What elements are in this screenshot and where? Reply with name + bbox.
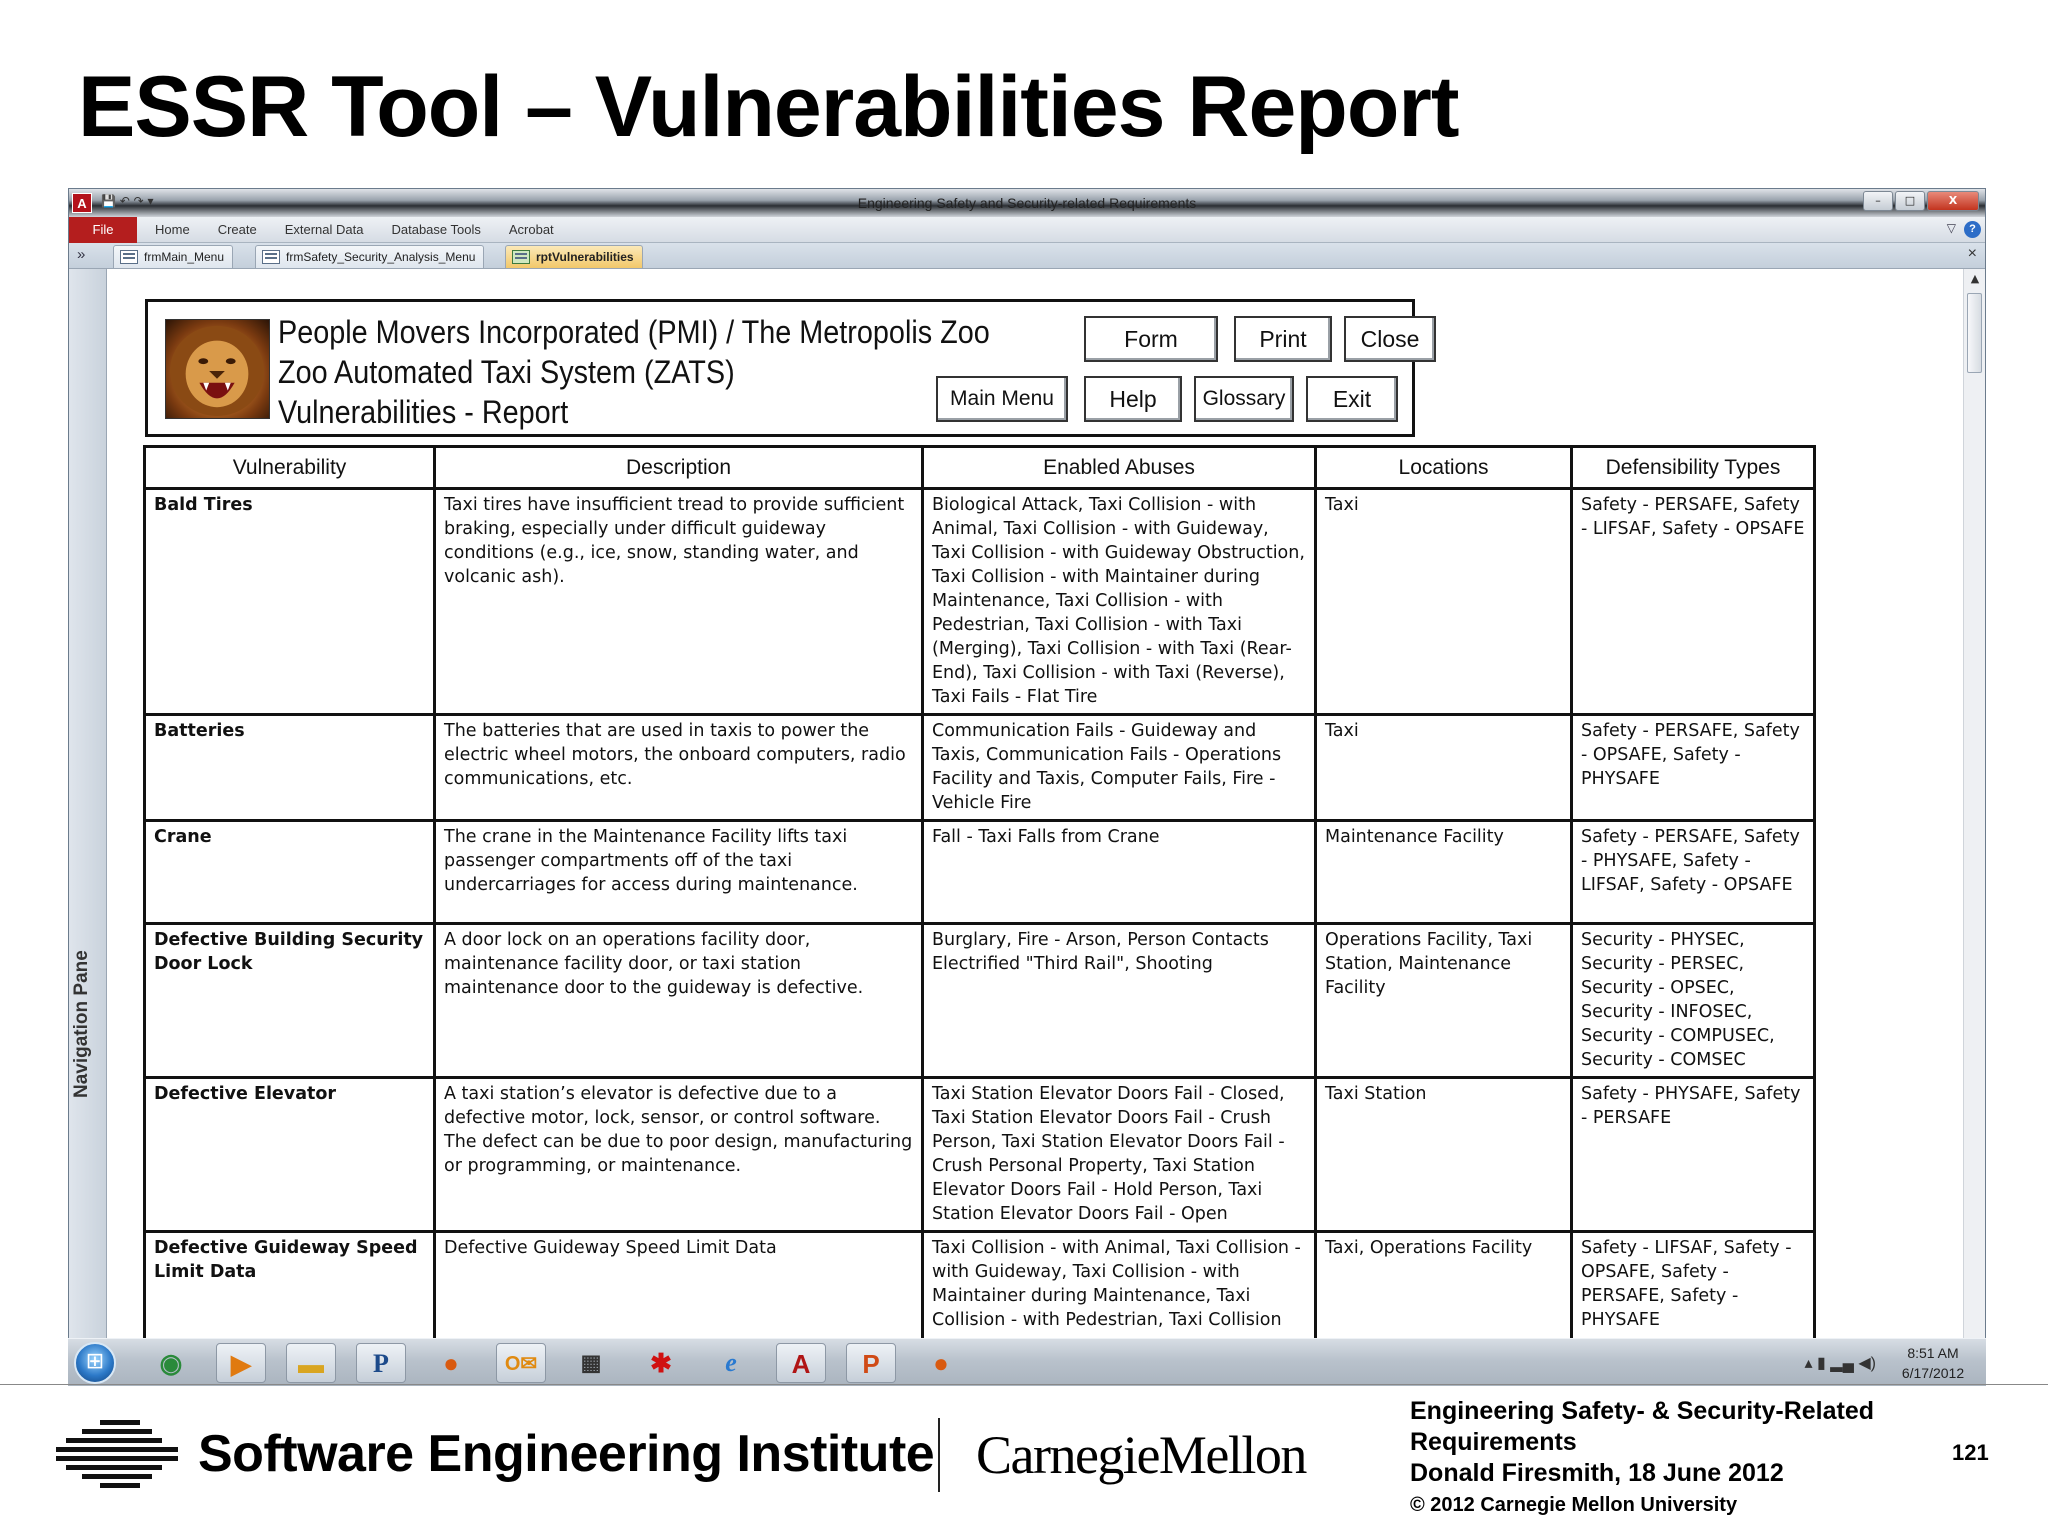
access-window: [68, 188, 1986, 1386]
scroll-up-icon[interactable]: ▲: [1970, 272, 1980, 285]
expand-nav-pane-icon[interactable]: »: [77, 246, 86, 263]
ribbon-tabs: [69, 217, 1985, 243]
tab-create[interactable]: Create: [217, 222, 257, 237]
system-clock[interactable]: [1890, 1343, 1976, 1383]
table-row: [145, 924, 1815, 1078]
description-cell: Defective Guideway Speed Limit Data: [435, 1232, 923, 1383]
footer-copyright: © 2012 Carnegie Mellon University: [1410, 1494, 1738, 1516]
navigation-pane[interactable]: [69, 269, 107, 1385]
media-player-icon[interactable]: ▶: [216, 1343, 266, 1383]
report-view: [107, 269, 1963, 1385]
firefox-icon[interactable]: ●: [933, 1348, 949, 1378]
powerpoint-icon[interactable]: P: [846, 1343, 896, 1383]
exit-button[interactable]: Exit: [1306, 376, 1398, 422]
description-cell: The crane in the Maintenance Facility lifts taxi passenger compartments off of the taxi undercarriages for access during maintenance.: [435, 821, 923, 924]
defensibility-cell: Safety - PERSAFE, Safety - OPSAFE, Safety - PHYSAFE: [1572, 715, 1815, 821]
table-row: [145, 715, 1815, 821]
scrollbar-thumb[interactable]: [1967, 293, 1982, 373]
abuses-cell: Biological Attack, Taxi Collision - with Animal, Taxi Collision - with Guideway, Taxi Collision - with Guideway Obstruction, Taxi Collision - with Maintainer during Maintenance, Taxi Collision - with Pedestrian, Taxi Collision - with Taxi (Merging), Taxi Collision - with Taxi (Rear-End), Taxi Collision - with Taxi (Reverse), Taxi Fails - Flat Tire: [923, 489, 1316, 715]
clock-time: 8:51 AM: [1907, 1345, 1959, 1361]
sei-name: Software Engineering Institute: [198, 1425, 935, 1483]
doc-tab-main-menu[interactable]: [113, 245, 233, 268]
footer-info-line: Engineering Safety- & Security-Related: [1410, 1397, 1875, 1425]
help-button[interactable]: Help: [1084, 376, 1182, 422]
doc-tab-label: frmMain_Menu: [144, 250, 225, 264]
slide-title: ESSR Tool – Vulnerabilities Report: [78, 59, 1459, 155]
doc-tab-safety-security-menu[interactable]: [255, 245, 484, 268]
footer-divider: [938, 1418, 940, 1492]
tab-external-data[interactable]: External Data: [284, 222, 364, 237]
help-icon[interactable]: ?: [1964, 221, 1981, 238]
abuses-cell: Taxi Collision - with Animal, Taxi Collision - with Guideway, Taxi Collision - with Maintainer during Maintenance, Taxi Collision - with Pedestrian, Taxi Collision: [923, 1232, 1316, 1383]
description-cell: A taxi station’s elevator is defective due to a defective motor, lock, sensor, or control software. The defect can be due to poor design, manufacturing or programming, or maintenance.: [435, 1078, 923, 1232]
description-cell: The batteries that are used in taxis to power the electric wheel motors, the onboard computers, radio communications, etc.: [435, 715, 923, 821]
vulnerability-cell: Bald Tires: [145, 489, 435, 715]
description-cell: Taxi tires have insufficient tread to provide sufficient braking, especially under difficult guideway conditions (e.g., ice, snow, standing water, and volcanic ash).: [435, 489, 923, 715]
tab-database-tools[interactable]: Database Tools: [391, 222, 481, 237]
locations-cell: Taxi Station: [1316, 1078, 1572, 1232]
abuses-cell: Communication Fails - Guideway and Taxis, Communication Fails - Operations Facility and Taxis, Computer Fails, Fire - Vehicle Fire: [923, 715, 1316, 821]
description-cell: A door lock on an operations facility door, maintenance facility door, or taxi station maintenance door to the guideway is defective.: [435, 924, 923, 1078]
table-header-row: [145, 447, 1815, 489]
defensibility-cell: Safety - PERSAFE, Safety - PHYSAFE, Safety - LIFSAF, Safety - OPSAFE: [1572, 821, 1815, 924]
access-logo-icon[interactable]: A: [72, 193, 92, 213]
column-header-vulnerability: Vulnerability: [145, 447, 435, 489]
internet-explorer-icon[interactable]: e: [725, 1348, 737, 1377]
ribbon-collapse-icon[interactable]: ▽: [1946, 221, 1956, 235]
table-row: [145, 821, 1815, 924]
document-tabs: [69, 243, 1985, 269]
vulnerability-cell: Crane: [145, 821, 435, 924]
quick-access-toolbar[interactable]: 💾 ↶ ↷ ▾: [101, 194, 154, 208]
sei-logo-icon: [52, 1418, 182, 1492]
form-icon: [120, 250, 138, 264]
acrobat-icon[interactable]: A: [776, 1343, 826, 1383]
calendar-icon[interactable]: ▦: [580, 1350, 602, 1375]
column-header-locations: Locations: [1316, 447, 1572, 489]
report-name-line: Vulnerabilities - Report: [278, 394, 569, 430]
navigation-pane-label[interactable]: Navigation Pane: [71, 950, 92, 1098]
doc-tab-label: rptVulnerabilities: [536, 250, 634, 264]
doc-tab-rpt-vulnerabilities[interactable]: [505, 245, 643, 268]
abuses-cell: Fall - Taxi Falls from Crane: [923, 821, 1316, 924]
defensibility-cell: Safety - LIFSAF, Safety - OPSAFE, Safety - PERSAFE, Safety - PHYSAFE: [1572, 1232, 1815, 1383]
clock-date: 6/17/2012: [1901, 1365, 1965, 1381]
footer-info-line: Donald Firesmith, 18 June 2012: [1410, 1459, 1784, 1487]
vulnerability-cell: Defective Guideway Speed Limit Data: [145, 1232, 435, 1383]
locations-cell: Taxi: [1316, 489, 1572, 715]
vulnerability-cell: Defective Elevator: [145, 1078, 435, 1232]
defensibility-cell: Safety - PERSAFE, Safety - LIFSAF, Safety - OPSAFE: [1572, 489, 1815, 715]
footer-info: [1410, 1396, 1874, 1489]
form-icon: [262, 250, 280, 264]
tab-home[interactable]: Home: [155, 222, 190, 237]
firefox-icon[interactable]: ●: [443, 1348, 459, 1378]
table-row: [145, 1078, 1815, 1232]
locations-cell: Taxi: [1316, 715, 1572, 821]
close-window-button[interactable]: X: [1927, 191, 1979, 211]
table-row: [145, 489, 1815, 715]
tab-acrobat[interactable]: Acrobat: [508, 222, 554, 237]
cmu-name: CarnegieMellon: [976, 1425, 1306, 1485]
abuses-cell: Burglary, Fire - Arson, Person Contacts Electrified "Third Rail", Shooting: [923, 924, 1316, 1078]
report-icon: [512, 250, 530, 264]
vertical-scrollbar[interactable]: [1963, 269, 1985, 1385]
footer-info-line: Requirements: [1410, 1428, 1577, 1456]
window-title: Engineering Safety and Security-related Requirements: [857, 195, 1197, 211]
locations-cell: Taxi, Operations Facility: [1316, 1232, 1572, 1383]
tray-icons[interactable]: ▴ ▮ ▂▄ ◀): [1804, 1355, 1876, 1372]
windows-taskbar: [68, 1338, 1986, 1386]
defensibility-cell: Security - PHYSEC, Security - PERSEC, Security - OPSEC, Security - INFOSEC, Security - COMPUSEC, Security - COMSEC: [1572, 924, 1815, 1078]
column-header-description: Description: [435, 447, 923, 489]
window-controls: [1863, 191, 1979, 211]
vulnerability-cell: Batteries: [145, 715, 435, 821]
page-number: 121: [1952, 1440, 1989, 1465]
column-header-enabled-abuses: Enabled Abuses: [923, 447, 1316, 489]
column-header-defensibility-types: Defensibility Types: [1572, 447, 1815, 489]
vulnerability-cell: Defective Building Security Door Lock: [145, 924, 435, 1078]
publisher-icon[interactable]: P: [356, 1343, 406, 1383]
close-document-icon[interactable]: ×: [1967, 245, 1977, 262]
medical-icon[interactable]: ✱: [650, 1348, 672, 1378]
folder-icon[interactable]: ▬: [286, 1343, 336, 1383]
print-button[interactable]: Print: [1234, 316, 1332, 362]
vulnerabilities-table: [143, 445, 1816, 1384]
abuses-cell: Taxi Station Elevator Doors Fail - Closed, Taxi Station Elevator Doors Fail - Crush Person, Taxi Station Elevator Doors Fail - Crush Personal Property, Taxi Station Elevator Doors Fail - Hold Person, Taxi Station Elevator Doors Fail - Open: [923, 1078, 1316, 1232]
ie-globe-icon[interactable]: ◉: [159, 1348, 183, 1378]
report-table-viewport: [107, 269, 1963, 1330]
window-titlebar: [69, 189, 1985, 217]
restore-button[interactable]: □: [1895, 191, 1925, 211]
form-button[interactable]: Form: [1084, 316, 1218, 362]
close-button[interactable]: Close: [1344, 316, 1436, 362]
file-tab[interactable]: File: [69, 217, 137, 243]
minimize-button[interactable]: –: [1863, 191, 1893, 211]
glossary-button[interactable]: Glossary: [1194, 376, 1294, 422]
doc-tab-label: frmSafety_Security_Analysis_Menu: [286, 250, 476, 264]
defensibility-cell: Safety - PHYSAFE, Safety - PERSAFE: [1572, 1078, 1815, 1232]
report-system-line: Zoo Automated Taxi System (ZATS): [278, 354, 735, 390]
footer-rule: [0, 1384, 2048, 1385]
start-button[interactable]: [74, 1342, 116, 1384]
outlook-icon[interactable]: O✉: [496, 1343, 546, 1383]
main-menu-button[interactable]: Main Menu: [936, 376, 1068, 422]
locations-cell: Maintenance Facility: [1316, 821, 1572, 924]
locations-cell: Operations Facility, Taxi Station, Maintenance Facility: [1316, 924, 1572, 1078]
report-company-line: People Movers Incorporated (PMI) / The Metropolis Zoo: [278, 314, 990, 350]
